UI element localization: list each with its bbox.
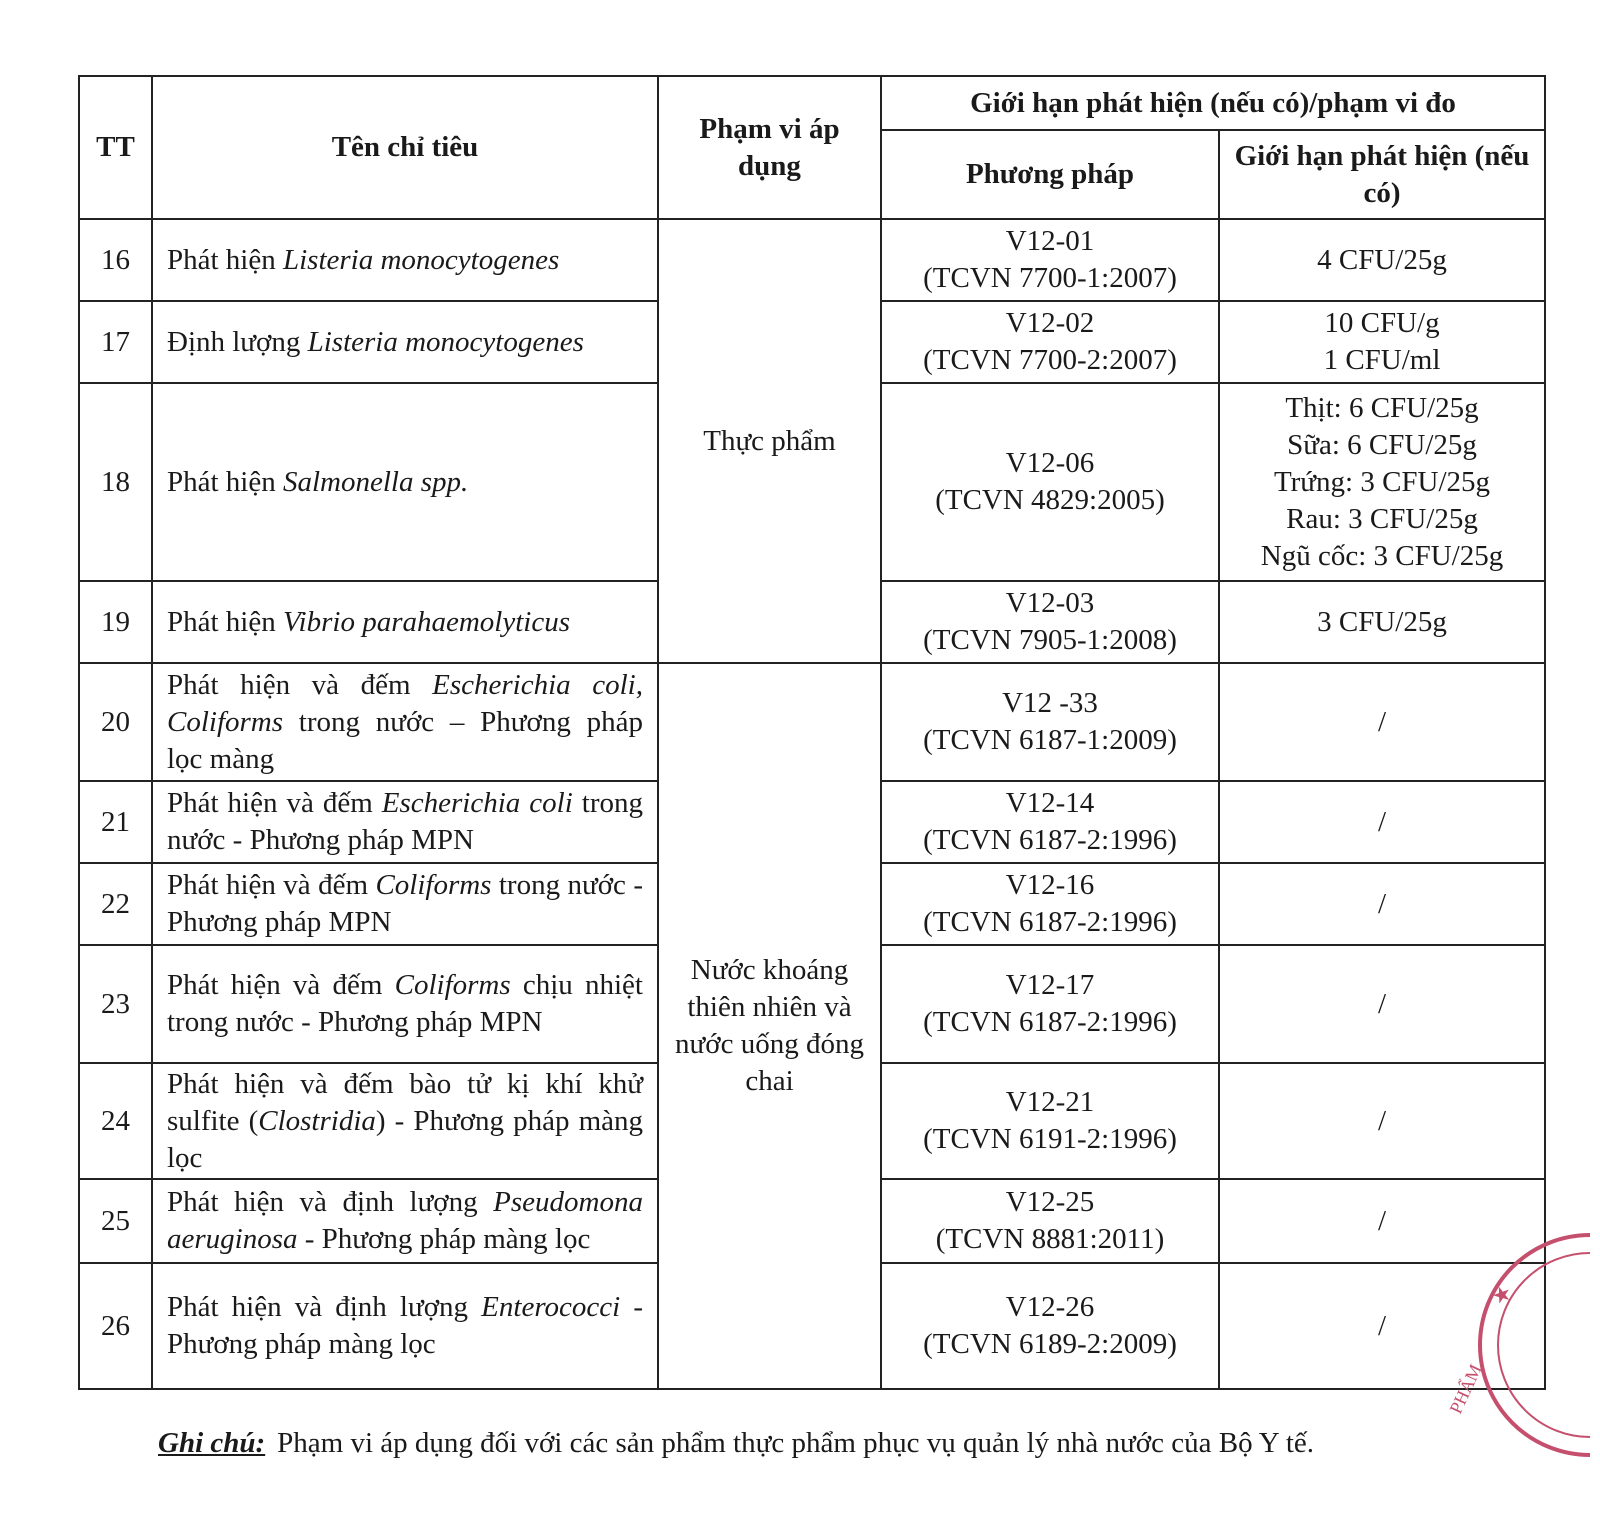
- indicator-name-text: Phát hiện và đếm: [167, 787, 382, 819]
- detection-limit-value: /: [1377, 1309, 1387, 1342]
- method-standard: (TCVN 7700-2:2007): [923, 344, 1177, 376]
- detection-limit-value: /: [1377, 705, 1387, 738]
- organism-name: Vibrio parahaemolyticus: [283, 605, 571, 638]
- detection-limit-value: /: [1377, 805, 1387, 838]
- seal-star-icon: ★: [1488, 1279, 1516, 1310]
- indicator-name-text: Phát hiện và đếm bào tử kị khí khử sulfite (: [167, 1067, 643, 1137]
- detection-limit-value: 3 CFU/25g: [1317, 605, 1447, 638]
- detection-limit-value: Trứng: 3 CFU/25g: [1273, 465, 1491, 498]
- row-number: 26: [79, 1263, 152, 1389]
- seal-text: PHẨM: [1445, 1361, 1486, 1417]
- row-number: 19: [79, 581, 152, 663]
- detection-limit-value: /: [1377, 1204, 1387, 1237]
- indicator-name-text: Phát hiện và đếm: [167, 969, 395, 1001]
- indicator-name: [152, 1063, 658, 1179]
- detection-limit: [1219, 663, 1545, 781]
- method-code: V12-14: [1005, 787, 1095, 819]
- indicator-name: [152, 1263, 658, 1389]
- indicator-name-text: Phát hiện và định lượng: [167, 1291, 482, 1323]
- detection-limit: [1219, 219, 1545, 301]
- method-code: V12-17: [1005, 969, 1095, 1001]
- header-name: Tên chỉ tiêu: [152, 76, 658, 219]
- detection-limit: [1219, 383, 1545, 581]
- footnote-text: Phạm vi áp dụng đối với các sản phẩm thực phẩm phục vụ quản lý nhà nước của Bộ Y tế.: [277, 1427, 1315, 1459]
- test-methods-table: [78, 75, 1546, 1390]
- footnote-label: Ghi chú:: [158, 1427, 266, 1459]
- method-cell: [881, 945, 1219, 1063]
- row-number: 21: [79, 781, 152, 863]
- seal-outer-ring: [1480, 1235, 1590, 1455]
- method-cell: [881, 219, 1219, 301]
- method-code: V12 -33: [1002, 687, 1098, 719]
- indicator-name-suffix: - Phương pháp màng lọc: [167, 1291, 643, 1360]
- method-standard: (TCVN 6191-2:1996): [923, 1123, 1177, 1155]
- method-code: V12-25: [1005, 1186, 1095, 1218]
- method-standard: (TCVN 6187-2:1996): [923, 1006, 1177, 1038]
- method-cell: [881, 863, 1219, 945]
- indicator-name: [152, 781, 658, 863]
- method-code: V12-21: [1005, 1086, 1095, 1118]
- organism-name: Escherichia coli: [381, 787, 573, 819]
- method-cell: [881, 1063, 1219, 1179]
- indicator-name: [152, 945, 658, 1063]
- indicator-name-suffix: trong nước - Phương pháp MPN: [167, 869, 643, 938]
- row-number: 25: [79, 1179, 152, 1263]
- method-cell: [881, 1179, 1219, 1263]
- indicator-name-text: Phát hiện và định lượng: [167, 1186, 494, 1218]
- indicator-name-suffix: - Phương pháp màng lọc: [297, 1223, 591, 1255]
- indicator-name-text: Phát hiện và đếm: [167, 668, 433, 701]
- indicator-name: [152, 663, 658, 781]
- method-cell: [881, 663, 1219, 781]
- header-scope: Phạm vi áp dụng: [658, 76, 881, 219]
- method-standard: (TCVN 6187-2:1996): [923, 824, 1177, 856]
- organism-name: Listeria monocytogenes: [283, 243, 560, 276]
- detection-limit-value: 10 CFU/g: [1324, 307, 1440, 339]
- detection-limit: [1219, 945, 1545, 1063]
- method-cell: [881, 301, 1219, 383]
- seal-stamp: [1440, 1215, 1590, 1475]
- method-cell: [881, 1263, 1219, 1389]
- method-standard: (TCVN 7700-1:2007): [923, 262, 1177, 294]
- detection-limit: [1219, 781, 1545, 863]
- seal-inner-ring: [1498, 1253, 1590, 1437]
- table-row: [79, 219, 1545, 301]
- detection-limit-value: Thịt: 6 CFU/25g: [1285, 391, 1479, 424]
- detection-limit-value: /: [1377, 1104, 1387, 1137]
- organism-name: Salmonella spp.: [283, 465, 469, 498]
- indicator-name-suffix: trong nước - Phương pháp MPN: [167, 787, 643, 856]
- header-tt: TT: [79, 76, 152, 219]
- row-number: 18: [79, 383, 152, 581]
- method-standard: (TCVN 6187-2:1996): [923, 906, 1177, 938]
- indicator-name-suffix: chịu nhiệt trong nước - Phương pháp MPN: [167, 969, 643, 1038]
- indicator-name-text: Phát hiện: [167, 465, 283, 498]
- method-code: V12-16: [1005, 869, 1095, 901]
- scope-water: Nước khoáng thiên nhiên và nước uống đóng chai: [658, 663, 881, 1389]
- detection-limit: [1219, 1063, 1545, 1179]
- row-number: 23: [79, 945, 152, 1063]
- method-code: V12-26: [1005, 1291, 1095, 1323]
- method-code: V12-03: [1005, 587, 1095, 619]
- detection-limit-value: 1 CFU/ml: [1323, 344, 1441, 376]
- organism-name: Listeria monocytogenes: [307, 325, 584, 358]
- method-cell: [881, 383, 1219, 581]
- row-number: 16: [79, 219, 152, 301]
- method-standard: (TCVN 4829:2005): [935, 484, 1165, 516]
- detection-limit-value: Ngũ cốc: 3 CFU/25g: [1260, 539, 1504, 572]
- detection-limit-value: /: [1377, 887, 1387, 920]
- indicator-name: [152, 301, 658, 383]
- indicator-name: [152, 581, 658, 663]
- method-code: V12-06: [1005, 447, 1095, 479]
- organism-name: Enterococci: [481, 1291, 621, 1323]
- method-standard: (TCVN 6189-2:2009): [923, 1328, 1177, 1360]
- detection-limit-value: Rau: 3 CFU/25g: [1286, 502, 1478, 535]
- indicator-name: [152, 383, 658, 581]
- organism-name: Coliforms: [375, 869, 492, 901]
- detection-limit: [1219, 301, 1545, 383]
- row-number: 22: [79, 863, 152, 945]
- organism-name: Escherichia coli, Coliforms: [167, 668, 643, 738]
- indicator-name-text: Phát hiện: [167, 243, 283, 276]
- header-group: Giới hạn phát hiện (nếu có)/phạm vi đo: [881, 76, 1545, 130]
- method-standard: (TCVN 8881:2011): [935, 1223, 1165, 1255]
- indicator-name-text: Phát hiện và đếm: [167, 869, 376, 901]
- indicator-name-text: Định lượng: [167, 325, 308, 358]
- detection-limit: [1219, 581, 1545, 663]
- scope-food: Thực phẩm: [658, 219, 881, 663]
- indicator-name: [152, 1179, 658, 1263]
- organism-name: Coliforms: [394, 969, 511, 1001]
- header-method: Phương pháp: [881, 130, 1219, 219]
- method-code: V12-01: [1005, 225, 1095, 257]
- row-number: 20: [79, 663, 152, 781]
- organism-name: Pseudomona aeruginosa: [167, 1186, 643, 1255]
- footnote: [158, 1425, 1314, 1462]
- detection-limit-value: /: [1377, 987, 1387, 1020]
- table-row: [79, 663, 1545, 781]
- indicator-name-text: Phát hiện: [167, 605, 283, 638]
- method-standard: (TCVN 7905-1:2008): [923, 624, 1177, 656]
- method-cell: [881, 581, 1219, 663]
- header-limit: Giới hạn phát hiện (nếu có): [1219, 130, 1545, 219]
- method-cell: [881, 781, 1219, 863]
- method-standard: (TCVN 6187-1:2009): [923, 724, 1177, 756]
- indicator-name: [152, 219, 658, 301]
- row-number: 17: [79, 301, 152, 383]
- organism-name: Clostridia: [258, 1104, 376, 1137]
- indicator-name-suffix: ) - Phương pháp màng lọc: [167, 1104, 643, 1174]
- detection-limit: [1219, 863, 1545, 945]
- detection-limit-value: 4 CFU/25g: [1317, 243, 1447, 276]
- method-code: V12-02: [1005, 307, 1095, 339]
- indicator-name-suffix: trong nước – Phương pháp lọc màng: [167, 705, 643, 775]
- indicator-name: [152, 863, 658, 945]
- row-number: 24: [79, 1063, 152, 1179]
- detection-limit-value: Sữa: 6 CFU/25g: [1287, 428, 1477, 461]
